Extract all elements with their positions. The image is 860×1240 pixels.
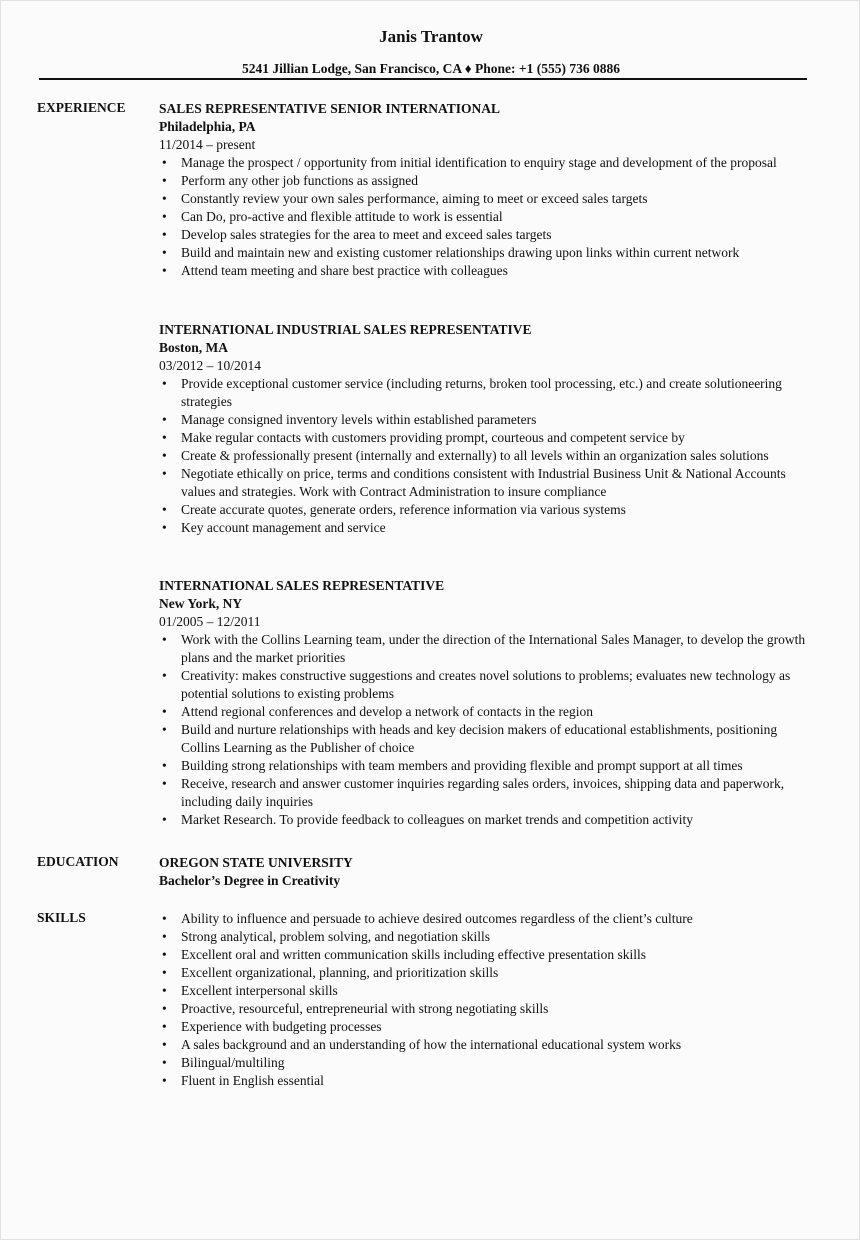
- list-item: • Manage consigned inventory levels within established parameters: [159, 411, 809, 429]
- list-item: • Attend team meeting and share best practice with colleagues: [159, 262, 809, 280]
- list-item: • Attend regional conferences and develop a network of contacts in the region: [159, 703, 809, 721]
- skills-entry: [159, 910, 809, 1090]
- skills-label: SKILLS: [37, 910, 86, 925]
- header-divider: [39, 78, 807, 80]
- list-item: • Build and nurture relationships with heads and key decision makers of educational establishments, positioning Collins Learning as the Publisher of choice: [159, 721, 809, 757]
- job-dates: 03/2012 – 10/2014: [159, 358, 262, 373]
- list-item: • Fluent in English essential: [159, 1072, 809, 1090]
- list-item: • Create accurate quotes, generate orders, reference information via various systems: [159, 501, 809, 519]
- list-item: • Market Research. To provide feedback to colleagues on market trends and competition activity: [159, 811, 809, 829]
- job-location: Philadelphia, PA: [159, 119, 256, 134]
- job-title: INTERNATIONAL INDUSTRIAL SALES REPRESENTATIVE: [159, 322, 532, 337]
- list-item: • Creativity: makes constructive suggestions and creates novel solutions to problems; evaluates new technology as potential solutions to existing problems: [159, 667, 809, 703]
- list-item: • Build and maintain new and existing customer relationships drawing upon links within current network: [159, 244, 809, 262]
- list-item: • Excellent interpersonal skills: [159, 982, 809, 1000]
- list-item: • Work with the Collins Learning team, under the direction of the International Sales Manager, to develop the growth plans and the market priorities: [159, 631, 809, 667]
- school-name: OREGON STATE UNIVERSITY: [159, 855, 353, 870]
- job-bullets: [159, 154, 809, 280]
- list-item: • Building strong relationships with team members and providing flexible and prompt support at all times: [159, 757, 809, 775]
- list-item: • Manage the prospect / opportunity from initial identification to enquiry stage and development of the proposal: [159, 154, 809, 172]
- list-item: • Develop sales strategies for the area to meet and exceed sales targets: [159, 226, 809, 244]
- job-bullets: [159, 375, 809, 537]
- experience-label: EXPERIENCE: [37, 100, 126, 115]
- list-item: • Experience with budgeting processes: [159, 1018, 809, 1036]
- job-dates: 01/2005 – 12/2011: [159, 614, 261, 629]
- list-item: • Ability to influence and persuade to achieve desired outcomes regardless of the client’s culture: [159, 910, 809, 928]
- education-label: EDUCATION: [37, 854, 119, 869]
- candidate-name: Janis Trantow: [379, 27, 483, 46]
- list-item: • Proactive, resourceful, entrepreneurial with strong negotiating skills: [159, 1000, 809, 1018]
- degree: Bachelor’s Degree in Creativity: [159, 873, 341, 888]
- list-item: • Perform any other job functions as assigned: [159, 172, 809, 190]
- job-entry: [159, 321, 809, 537]
- job-title: SALES REPRESENTATIVE SENIOR INTERNATIONAL: [159, 101, 500, 116]
- education-entry: [159, 854, 809, 890]
- list-item: • Receive, research and answer customer inquiries regarding sales orders, invoices, shipping data and paperwork, including daily inquiries: [159, 775, 809, 811]
- job-entry: [159, 577, 809, 829]
- list-item: • Bilingual/multiling: [159, 1054, 809, 1072]
- list-item: • Key account management and service: [159, 519, 809, 537]
- list-item: • Strong analytical, problem solving, and negotiation skills: [159, 928, 809, 946]
- list-item: • Can Do, pro-active and flexible attitude to work is essential: [159, 208, 809, 226]
- job-title: INTERNATIONAL SALES REPRESENTATIVE: [159, 578, 445, 593]
- job-bullets: [159, 631, 809, 829]
- list-item: • Make regular contacts with customers providing prompt, courteous and competent service by: [159, 429, 809, 447]
- job-location: Boston, MA: [159, 340, 229, 355]
- list-item: • Provide exceptional customer service (including returns, broken tool processing, etc.) and create solutioneering strategies: [159, 375, 809, 411]
- skills-list: [159, 910, 809, 1090]
- job-entry: [159, 100, 809, 280]
- job-dates: 11/2014 – present: [159, 137, 256, 152]
- list-item: • A sales background and an understanding of how the international educational system works: [159, 1036, 809, 1054]
- list-item: • Excellent organizational, planning, and prioritization skills: [159, 964, 809, 982]
- job-location: New York, NY: [159, 596, 243, 611]
- list-item: • Negotiate ethically on price, terms and conditions consistent with Industrial Business Unit & National Accounts values and strategies. Work with Contract Administration to insure compliance: [159, 465, 809, 501]
- list-item: • Create & professionally present (internally and externally) to all levels within an organization sales solutions: [159, 447, 809, 465]
- list-item: • Excellent oral and written communication skills including effective presentation skills: [159, 946, 809, 964]
- contact-line: 5241 Jillian Lodge, San Francisco, CA ♦ Phone: +1 (555) 736 0886: [242, 61, 620, 76]
- list-item: • Constantly review your own sales performance, aiming to meet or exceed sales targets: [159, 190, 809, 208]
